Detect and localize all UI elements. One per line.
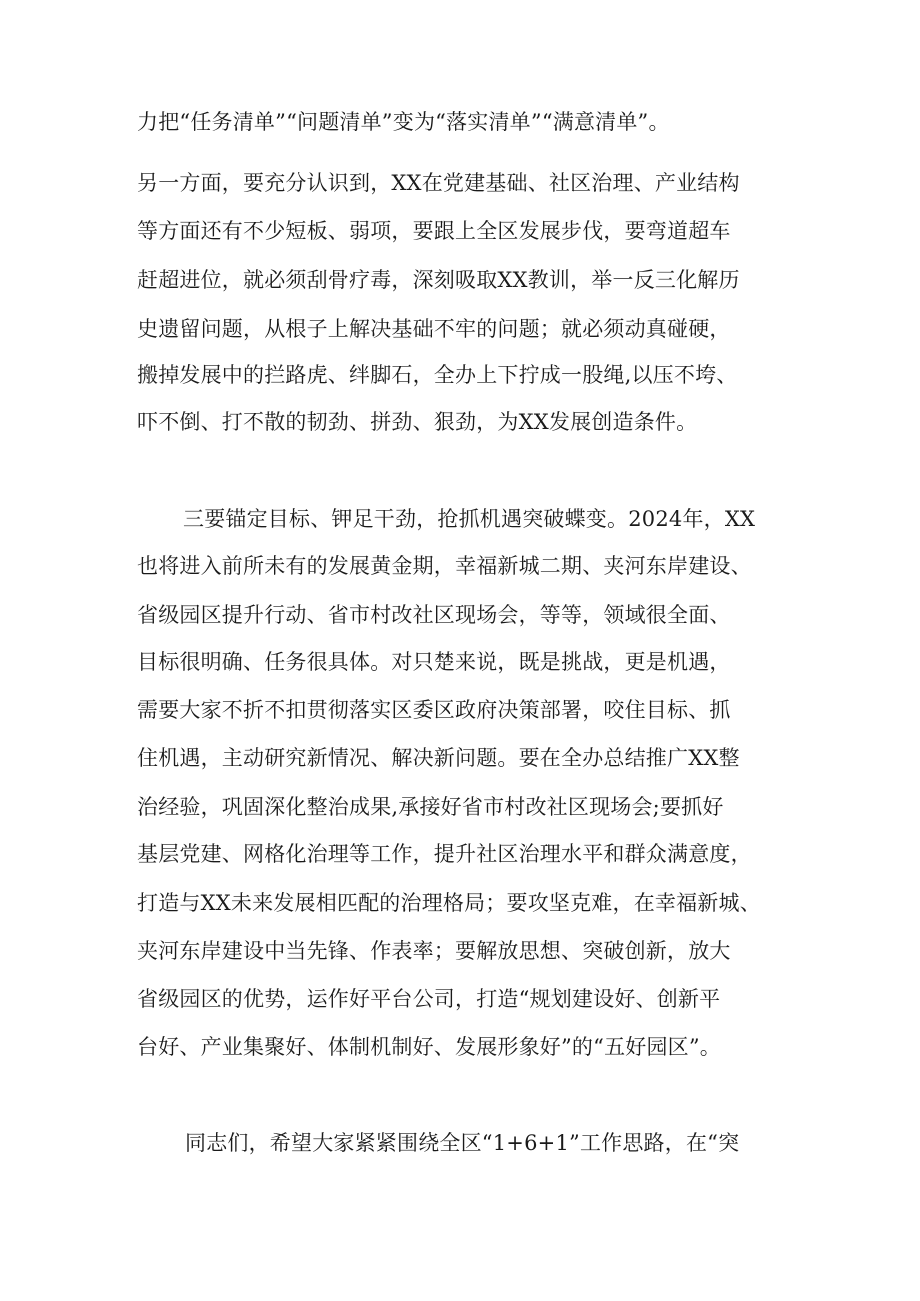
paragraph-2-line-11: 省级园区的优势，运作好平台公司，打造“规划建设好、创新平 bbox=[137, 987, 721, 1011]
paragraph-1-line-2: 另一方面，要充分认识到，XX在党建基础、社区治理、产业结构 bbox=[137, 171, 740, 195]
paragraph-2-line-2: 也将进入前所未有的发展黄金期，幸福新城二期、夹河东岸建设、 bbox=[137, 554, 752, 578]
paragraph-3-line-1: 同志们，希望大家紧紧围绕全区“1+6+1”工作思路，在“突 bbox=[185, 1131, 740, 1155]
paragraph-2-line-1: 三要锚定目标、钾足干劲，抢抓机遇突破蝶变。2024年，XX bbox=[183, 507, 756, 531]
paragraph-2-line-3: 省级园区提升行动、省市村改社区现场会，等等，领域很全面、 bbox=[137, 603, 731, 627]
paragraph-1-line-1: 力把“任务清单”“问题清单”变为“落实清单”“满意清单”。 bbox=[137, 110, 670, 134]
paragraph-1-line-6: 搬掉发展中的拦路虎、绊脚石，全办上下拧成一股绳,以压不垮、 bbox=[137, 363, 738, 387]
paragraph-2-line-10: 夹河东岸建设中当先锋、作表率；要解放思想、突破创新，放大 bbox=[137, 939, 731, 963]
paragraph-1-line-7: 吓不倒、打不散的韧劲、拼劲、狠劲，为XX发展创造条件。 bbox=[137, 410, 698, 434]
paragraph-2-line-7: 治经验，巩固深化整治成果,承接好省市村改社区现场会;要抓好 bbox=[137, 795, 724, 819]
paragraph-1-line-3: 等方面还有不少短板、弱项，要跟上全区发展步伐，要弯道超车 bbox=[137, 219, 731, 243]
paragraph-2-line-8: 基层党建、网格化治理等工作，提升社区治理水平和群众满意度， bbox=[137, 842, 752, 866]
paragraph-2-line-12: 台好、产业集聚好、体制机制好、发展形象好”的“五好园区”。 bbox=[137, 1035, 722, 1059]
paragraph-2-line-6: 住机遇，主动研究新情况、解决新问题。要在全办总结推广XX整 bbox=[137, 746, 740, 770]
paragraph-1-line-5: 史遗留问题，从根子上解决基础不牢的问题；就必须动真碰硬， bbox=[137, 317, 731, 341]
paragraph-2-line-4: 目标很明确、任务很具体。对只楚来说，既是挑战，更是机遇， bbox=[137, 650, 731, 674]
paragraph-1-line-4: 赶超进位，就必须刮骨疗毒，深刻吸取XX教训，举一反三化解历 bbox=[137, 268, 740, 292]
paragraph-2-line-9: 打造与XX未来发展相匹配的治理格局；要攻坚克难，在幸福新城、 bbox=[137, 891, 761, 915]
paragraph-2-line-5: 需要大家不折不扣贯彻落实区委区政府决策部署，咬住目标、抓 bbox=[137, 698, 731, 722]
